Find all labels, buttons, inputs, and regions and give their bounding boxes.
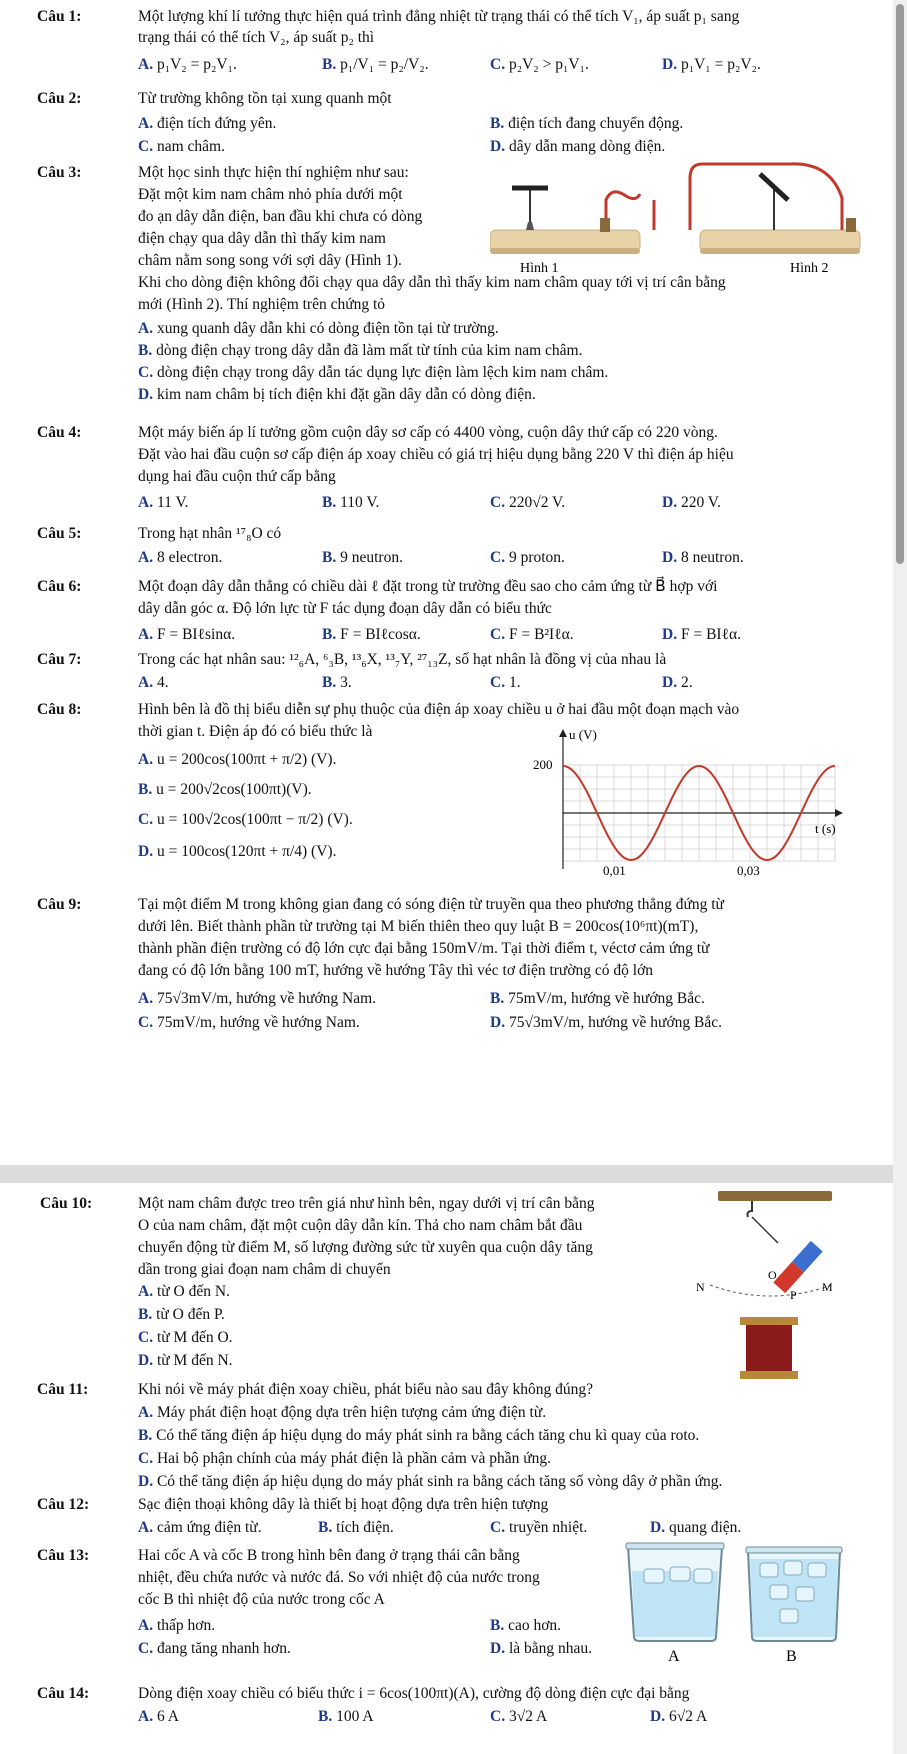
option-d[interactable]: D. F = BIℓα. bbox=[662, 626, 741, 643]
question-number: Câu 5: bbox=[37, 525, 82, 542]
option-a[interactable]: A. p₁V₂ = p₂V₁. bbox=[138, 56, 237, 73]
option-c[interactable]: C. dòng điện chạy trong dây dẫn tác dụng lực điện làm lệch kim nam châm. bbox=[138, 364, 609, 381]
question-number: Câu 3: bbox=[37, 164, 82, 181]
option-d[interactable]: D. 2. bbox=[662, 674, 693, 691]
option-b[interactable]: B. p₁/V₁ = p₂/V₂. bbox=[322, 56, 429, 73]
support-bar bbox=[718, 1191, 832, 1201]
option-c[interactable]: C. đang tăng nhanh hơn. bbox=[138, 1640, 291, 1657]
cup-a bbox=[626, 1543, 724, 1641]
option-b[interactable]: B. điện tích đang chuyển động. bbox=[490, 115, 684, 132]
option-b[interactable]: B. F = BIℓcosα. bbox=[322, 626, 421, 643]
point-o: O bbox=[768, 1268, 777, 1282]
q10-line-1: Một nam châm được treo trên giá như hình bên, ngay dưới vị trí cân bằng bbox=[138, 1195, 595, 1212]
option-c[interactable]: C. F = B²Iℓα. bbox=[490, 626, 574, 643]
q3-line-7: mới (Hình 2). Thí nghiệm trên chứng tỏ bbox=[138, 296, 386, 313]
cup-b-label: B bbox=[786, 1648, 797, 1665]
page-bottom bbox=[0, 1183, 890, 1754]
x-axis-arrow bbox=[835, 809, 843, 817]
swing-arc bbox=[710, 1285, 832, 1296]
option-a[interactable]: A. 75√3mV/m, hướng về hướng Nam. bbox=[138, 990, 377, 1007]
option-d[interactable]: D. 75√3mV/m, hướng về hướng Bắc. bbox=[490, 1014, 722, 1031]
x-axis-label: t (s) bbox=[815, 821, 836, 836]
option-a[interactable]: A. 4. bbox=[138, 674, 169, 691]
q6-line-2: dây dẫn góc α. Độ lớn lực từ F tác dụng đoạn dây dẫn có biểu thức bbox=[138, 600, 552, 617]
scrollbar-thumb[interactable] bbox=[896, 4, 904, 564]
q6-line-1: Một đoạn dây dẫn thẳng có chiều dài ℓ đặt trong từ trường đều sao cho cảm ứng từ B⃗ hợp với bbox=[138, 578, 718, 595]
point-p: P bbox=[790, 1288, 797, 1302]
question-text: Dòng điện xoay chiều có biểu thức i = 6cos(100πt)(A), cường độ dòng điện cực đại bằng bbox=[138, 1685, 690, 1702]
coil-top bbox=[740, 1317, 798, 1325]
option-b[interactable]: B. 75mV/m, hướng về hướng Bắc. bbox=[490, 990, 705, 1007]
question-number: Câu 4: bbox=[37, 424, 82, 441]
option-b[interactable]: B. 3. bbox=[322, 674, 352, 691]
option-d[interactable]: D. 220 V. bbox=[662, 494, 721, 511]
voltage-time-graph bbox=[505, 729, 845, 879]
option-b[interactable]: B. 9 neutron. bbox=[322, 549, 403, 566]
option-c[interactable]: C. 1. bbox=[490, 674, 521, 691]
question-number: Câu 1: bbox=[37, 8, 82, 25]
option-d[interactable]: D. là bằng nhau. bbox=[490, 1640, 593, 1657]
q4-line-3: dụng hai đầu cuộn thứ cấp bằng bbox=[138, 468, 336, 485]
q13-line-1: Hai cốc A và cốc B trong hình bên đang ở trạng thái cân bằng bbox=[138, 1547, 520, 1564]
option-c[interactable]: C. u = 100√2cos(100πt − π/2) (V). bbox=[138, 811, 353, 828]
option-b[interactable]: B. 100 A bbox=[318, 1708, 374, 1725]
option-a[interactable]: A. từ O đến N. bbox=[138, 1283, 230, 1300]
scrollbar[interactable] bbox=[893, 0, 907, 1754]
x-tick-003: 0,03 bbox=[737, 863, 760, 878]
option-c[interactable]: C. Hai bộ phận chính của máy phát điện là phần cảm và phần ứng. bbox=[138, 1450, 552, 1467]
option-b[interactable]: B. dòng điện chạy trong dây dẫn đã làm mất từ tính của kim nam châm. bbox=[138, 342, 583, 359]
question-number: Câu 14: bbox=[37, 1685, 90, 1702]
option-d[interactable]: D. Có thể tăng điện áp hiệu dụng do máy phát sinh ra bằng cách tăng số vòng dây ở phần ứng. bbox=[138, 1473, 723, 1490]
y-tick-200: 200 bbox=[533, 757, 553, 772]
option-b[interactable]: B. từ O đến P. bbox=[138, 1306, 225, 1323]
option-b[interactable]: B. tích điện. bbox=[318, 1519, 394, 1536]
point-m: M bbox=[822, 1280, 833, 1294]
question-text: Trong các hạt nhân sau: ¹²₆A, ⁶₃B, ¹³₆X, ¹³₇Y, ²⁷₁₃Z, số hạt nhân là đồng vị của nhau là bbox=[138, 651, 667, 668]
compass-experiment-figure bbox=[490, 158, 864, 276]
figure-2-caption: Hình 2 bbox=[790, 261, 829, 276]
x-tick-001: 0,01 bbox=[603, 863, 626, 878]
question-number: Câu 9: bbox=[37, 896, 82, 913]
option-d[interactable]: D. 6√2 A bbox=[650, 1708, 708, 1725]
option-c[interactable]: C. 3√2 A bbox=[490, 1708, 548, 1725]
option-b[interactable]: B. u = 200√2cos(100πt)(V). bbox=[138, 781, 312, 798]
option-a[interactable]: A. 8 electron. bbox=[138, 549, 223, 566]
option-d[interactable]: D. từ M đến N. bbox=[138, 1352, 233, 1369]
option-a[interactable]: A. điện tích đứng yên. bbox=[138, 115, 277, 132]
figure-2 bbox=[690, 164, 860, 254]
q9-line-4: đang có độ lớn bằng 100 mT, hướng về hướng Tây thì véc tơ điện trường có độ lớn bbox=[138, 962, 654, 979]
question-text: Trong hạt nhân ¹⁷₈O có bbox=[138, 525, 282, 542]
option-d[interactable]: D. dây dẫn mang dòng điện. bbox=[490, 138, 666, 155]
coil bbox=[746, 1325, 792, 1371]
question-number: Câu 8: bbox=[37, 701, 82, 718]
option-d[interactable]: D. kim nam châm bị tích điện khi đặt gần dây dẫn có dòng điện. bbox=[138, 386, 536, 403]
option-a[interactable]: A. Máy phát điện hoạt động dựa trên hiện tượng cảm ứng điện từ. bbox=[138, 1404, 547, 1421]
q4-line-1: Một máy biến áp lí tưởng gồm cuộn dây sơ cấp có 4400 vòng, cuộn dây thứ cấp có 220 vòng. bbox=[138, 424, 718, 441]
cup-a-label: A bbox=[668, 1648, 680, 1665]
option-c[interactable]: C. p₂V₂ > p₁V₁. bbox=[490, 56, 589, 73]
option-b[interactable]: B. cao hơn. bbox=[490, 1617, 562, 1634]
figure-1 bbox=[490, 188, 654, 254]
q8-line-2: thời gian t. Điện áp đó có biểu thức là bbox=[138, 723, 373, 740]
hook bbox=[748, 1201, 753, 1217]
question-number: Câu 7: bbox=[37, 651, 82, 668]
option-c[interactable]: C. truyền nhiệt. bbox=[490, 1519, 588, 1536]
point-n: N bbox=[696, 1280, 705, 1294]
q9-line-1: Tại một điểm M trong không gian đang có sóng điện từ truyền qua theo phương thẳng đứng từ bbox=[138, 896, 724, 913]
option-a[interactable]: A. u = 200cos(100πt + π/2) (V). bbox=[138, 751, 337, 768]
q9-line-2: dưới lên. Biết thành phần từ trường tại M biến thiên theo quy luật B = 200cos(10⁶πt)(mT), bbox=[138, 918, 699, 935]
q3-line-5: châm nằm song song với sợi dây (Hình 1). bbox=[138, 252, 402, 269]
cup-b bbox=[746, 1547, 842, 1641]
figure-1-caption: Hình 1 bbox=[520, 261, 559, 276]
option-c[interactable]: C. từ M đến O. bbox=[138, 1329, 233, 1346]
question-number: Câu 12: bbox=[37, 1496, 90, 1513]
q13-line-3: cốc B thì nhiệt độ của nước trong cốc A bbox=[138, 1591, 385, 1608]
question-number: Câu 13: bbox=[37, 1547, 90, 1564]
question-number: Câu 10: bbox=[40, 1195, 93, 1212]
option-d[interactable]: D. u = 100cos(120πt + π/4) (V). bbox=[138, 843, 337, 860]
question-text: Từ trường không tồn tại xung quanh một bbox=[138, 90, 392, 107]
q4-line-2: Đặt vào hai đầu cuộn sơ cấp điện áp xoay chiều có giá trị hiệu dụng bằng 220 V thì điện áp hiệu bbox=[138, 446, 734, 463]
y-axis-arrow bbox=[559, 729, 567, 737]
question-text: Khi nói về máy phát điện xoay chiều, phát biểu nào sau đây không đúng? bbox=[138, 1381, 593, 1398]
option-a[interactable]: A. xung quanh dây dẫn khi có dòng điện tồn tại từ trường. bbox=[138, 320, 499, 337]
option-b[interactable]: B. Có thể tăng điện áp hiệu dụng do máy phát sinh ra bằng cách tăng chu kì quay của roto. bbox=[138, 1427, 700, 1444]
option-a[interactable]: A. thấp hơn. bbox=[138, 1617, 216, 1634]
option-c[interactable]: C. 220√2 V. bbox=[490, 494, 566, 511]
q3-line-1: Một học sinh thực hiện thí nghiệm như sau: bbox=[138, 164, 409, 181]
q10-line-4: dần trong giai đoạn nam châm di chuyển bbox=[138, 1261, 391, 1278]
option-a[interactable]: A. F = BIℓsinα. bbox=[138, 626, 236, 643]
q3-line-2: Đặt một kim nam châm nhỏ phía dưới một bbox=[138, 186, 403, 203]
question-text: Một lượng khí lí tưởng thực hiện quá trình đẳng nhiệt từ trạng thái có thể tích V₁, áp suất p₁ sang bbox=[138, 8, 740, 25]
ice-cups-figure bbox=[620, 1541, 850, 1665]
option-a[interactable]: A. 11 V. bbox=[138, 494, 189, 511]
pendulum-magnet-figure bbox=[690, 1191, 840, 1381]
q13-line-2: nhiệt, đều chứa nước và nước đá. So với nhiệt độ của nước trong bbox=[138, 1569, 540, 1586]
magnet bbox=[773, 1241, 822, 1293]
option-a[interactable]: A. cảm ứng điện từ. bbox=[138, 1519, 262, 1536]
option-c[interactable]: C. nam châm. bbox=[138, 138, 225, 155]
q8-line-1: Hình bên là đồ thị biểu diễn sự phụ thuộc của điện áp xoay chiều u ở hai đầu một đoạn mạch vào bbox=[138, 701, 740, 718]
page-separator bbox=[0, 1165, 907, 1183]
q10-line-2: O của nam châm, đặt một cuộn dây dẫn kín. Thả cho nam châm bắt đầu bbox=[138, 1217, 583, 1234]
question-number: Câu 6: bbox=[37, 578, 82, 595]
option-a[interactable]: A. 6 A bbox=[138, 1708, 179, 1725]
question-number: Câu 2: bbox=[37, 90, 82, 107]
q3-line-3: đo ạn dây dẫn điện, ban đầu khi chưa có dòng bbox=[138, 208, 423, 225]
q9-line-3: thành phần điện trường có độ lớn cực đại bằng 150mV/m. Tại thời điểm t, véctơ cảm ứng từ bbox=[138, 940, 710, 957]
q3-line-4: điện chạy qua dây dẫn thì thấy kim nam bbox=[138, 230, 386, 247]
q10-line-3: chuyển động từ điểm M, số lượng đường sức từ xuyên qua cuộn dây tăng bbox=[138, 1239, 593, 1256]
string bbox=[752, 1217, 778, 1243]
y-axis-label: u (V) bbox=[569, 729, 597, 742]
option-c[interactable]: C. 75mV/m, hướng về hướng Nam. bbox=[138, 1014, 360, 1031]
question-text: Sạc điện thoại không dây là thiết bị hoạt động dựa trên hiện tượng bbox=[138, 1496, 549, 1513]
option-d[interactable]: D. 8 neutron. bbox=[662, 549, 744, 566]
q3-line-6: Khi cho dòng điện không đổi chạy qua dây dẫn thì thấy kim nam châm quay tới vị trí cân bằng bbox=[138, 274, 726, 291]
coil-bottom bbox=[740, 1371, 798, 1379]
question-text-2: trạng thái có thể tích V₂, áp suất p₂ thì bbox=[138, 29, 375, 46]
option-b[interactable]: B. 110 V. bbox=[322, 494, 380, 511]
option-d[interactable]: D. quang điện. bbox=[650, 1519, 742, 1536]
option-c[interactable]: C. 9 proton. bbox=[490, 549, 565, 566]
option-d[interactable]: D. p₁V₁ = p₂V₂. bbox=[662, 56, 761, 73]
question-number: Câu 11: bbox=[37, 1381, 89, 1398]
